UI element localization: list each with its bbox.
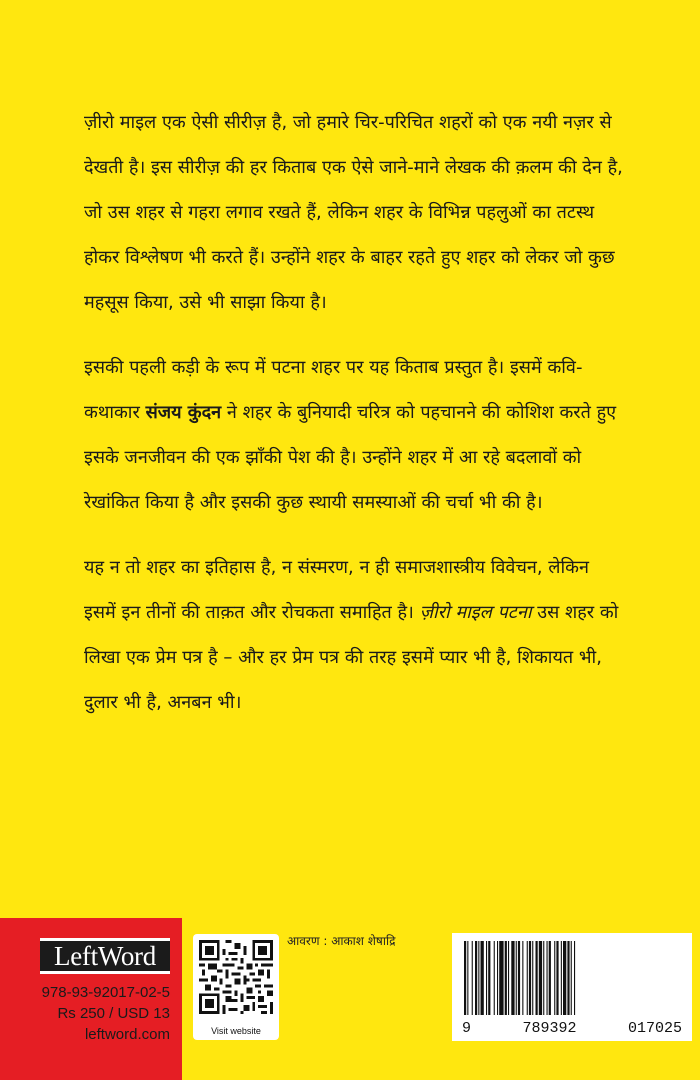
- publisher-info: [42, 982, 170, 1045]
- para1-text: ज़ीरो माइल एक ऐसी सीरीज़ है, जो हमारे चिर-परिचित शहरों को एक नयी नज़र से देखती है। इस सीरीज़ की हर किताब एक ऐसे जाने-माने लेखक की क़लम की देन है, जो उस शहर से गहरा लगाव रखते हैं, लेकिन शहर के विभिन्न पहलुओं का तटस्थ होकर विश्लेषण भी करते हैं। उन्होंने शहर के बाहर रहते हुए शहर को लेकर जो कुछ महसूस किया, उसे भी साझा किया है।: [84, 112, 623, 313]
- qr-code-icon: [199, 940, 273, 1014]
- para3-text-b: उस शहर को लिखा एक प्रेम पत्र है – और हर प्रेम पत्र की तरह इसमें प्यार भी है, शिकायत भी, दुलार भी है, अनबन भी।: [84, 602, 619, 713]
- barcode-icon: [460, 941, 684, 1015]
- barcode-digits-left: 789392: [522, 1020, 577, 1037]
- publisher-website[interactable]: leftword.com: [84, 1026, 170, 1043]
- isbn-barcode: [452, 933, 692, 1041]
- isbn: 978-93-92017-02-5: [41, 984, 170, 1001]
- blurb-paragraph-1: [84, 100, 624, 325]
- barcode-digit-lead: 9: [462, 1020, 472, 1037]
- para2-text-a: इसकी पहली कड़ी के रूप में पटना शहर पर यह किताब प्रस्तुत है। इसमें कवि-कथाकार: [84, 357, 583, 423]
- blurb-paragraph-3: [84, 545, 624, 725]
- qr-caption: Visit website: [211, 1026, 261, 1036]
- barcode-digits-right: 017025: [627, 1020, 682, 1037]
- qr-code[interactable]: [193, 934, 279, 1040]
- cover-credit: आवरण : आकाश शेषाद्रि: [287, 934, 396, 948]
- publisher-logo: LeftWord: [40, 938, 170, 974]
- blurb-text: [84, 100, 624, 745]
- para2-text-b: ने शहर के बुनियादी चरित्र को पहचानने की कोशिश करते हुए इसके जनजीवन की एक झाँकी पेश की है। उन्होंने शहर में आ रहे बदलावों को रेखांकित किया है और इसकी कुछ स्थायी समस्याओं की चर्चा भी की है।: [84, 402, 617, 513]
- barcode-number: [452, 1020, 692, 1037]
- para3-text-a: यह न तो शहर का इतिहास है, न संस्मरण, न ही समाजशास्त्रीय विवेचन, लेकिन इसमें इन तीनों की ताक़त और रोचकता समाहित है।: [84, 557, 589, 623]
- publisher-panel: [0, 918, 182, 1080]
- blurb-paragraph-2: [84, 345, 624, 525]
- book-title: ज़ीरो माइल पटना: [419, 602, 532, 623]
- author-name: संजय कुंदन: [145, 402, 222, 423]
- price: Rs 250 / USD 13: [57, 1005, 170, 1022]
- back-cover-footer: [0, 918, 700, 1080]
